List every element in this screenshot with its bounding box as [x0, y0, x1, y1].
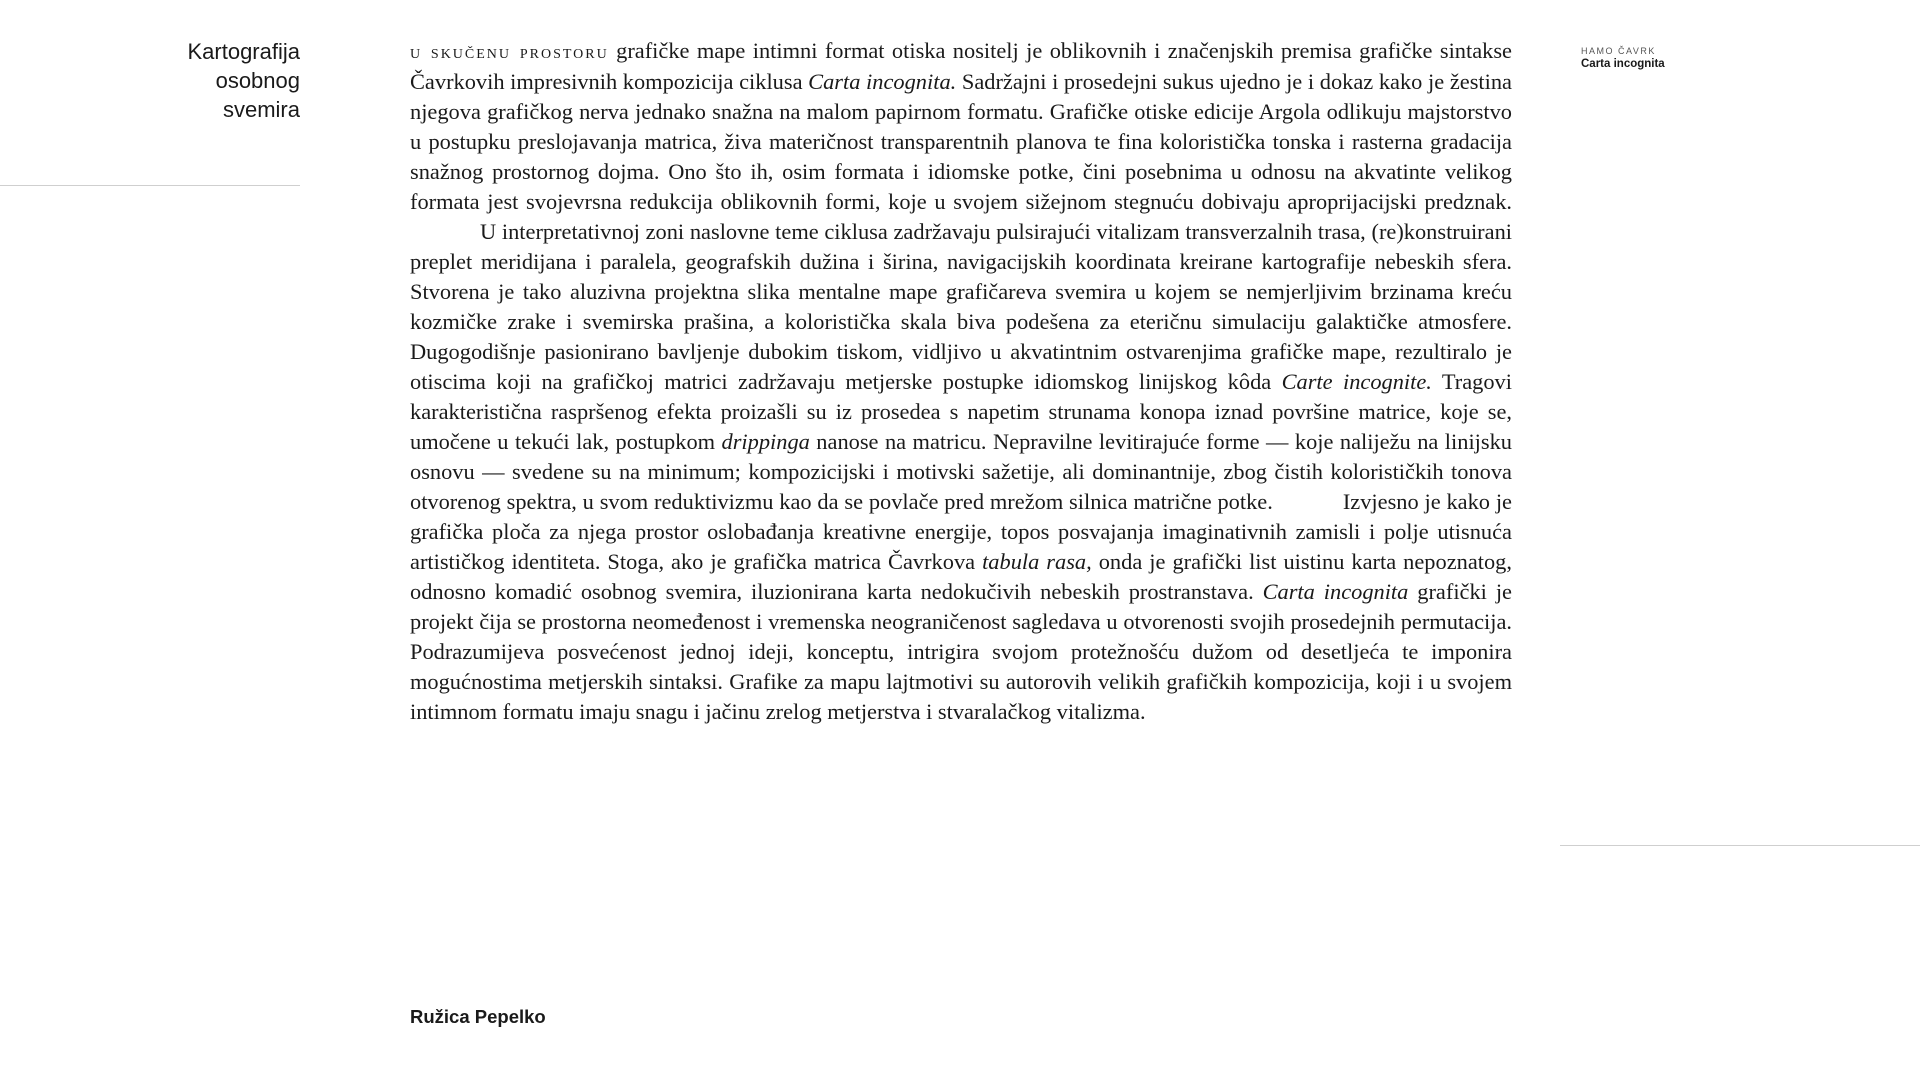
essay-text-6: Izvjesno je kako je grafička ploča za njega prostor oslobađanja kreativne energije, topos posvajanja imaginativnih zamisli i polje utisnuća artističkog identiteta. Stoga, ako je grafička matrica Čavrkova	[410, 489, 1512, 574]
right-divider	[1560, 845, 1920, 846]
running-head	[1581, 45, 1665, 72]
essay-text-2: Sadržajni i prosedejni sukus ujedno je i dokaz kako je žestina njegova grafičkog nerva jednako snažna na malom papirnom formatu. Grafičke otiske edicije Argola odlikuju majstorstvo u postupku preslojavanja matrica, živa materičnost transparentnih planova te fina koloristička tonska i rasterna gradacija snažnog prostornog dojma. Ono što ih, osim formata i idiomske potke, čini posebnima u odnosu na akvatinte velikog formata jest svojevrsna redukcija oblikovnih formi, koje u svojem sižejnom stegnuću dobivaju aproprijacijski predznak.	[410, 69, 1512, 214]
section-title-line-2: osobnog	[215, 68, 300, 93]
essay-text-8: grafički je projekt čija se prostorna neomeđenost i vremenska neograničenost sagledava u otvorenosti svojih prosedejnih permutacija. Podrazumijeva posvećenost jednoj ideji, konceptu, intrigira svojom protežnošću dužom od desetljeća te imponira mogućnostima metjerskih sintaksi. Grafike za mapu lajtmotivi su autorovih velikih grafičkih kompozicija, koji i u svojem intimnom formatu imaju snagu i jačinu zrelog metjerstva i stvaralačkog vitalizma.	[410, 579, 1512, 724]
running-head-author: HAMO ČAVRK	[1581, 46, 1656, 56]
essay-lead-in: u skučenu prostoru	[410, 41, 609, 63]
section-title-line-1: Kartografija	[187, 39, 300, 64]
left-divider	[0, 185, 300, 186]
section-title	[70, 37, 300, 124]
essay-body	[410, 36, 1512, 727]
author-signature: Ružica Pepelko	[410, 1006, 546, 1027]
essay-italic-tabula-rasa: tabula rasa,	[982, 549, 1092, 574]
running-head-work-title: Carta incognita	[1581, 58, 1665, 70]
essay-italic-carta-incognita: Carta incognita.	[808, 69, 957, 94]
essay-text-3: U interpretativnoj zoni naslovne teme ciklusa zadržavaju pulsirajući vitalizam transverzalnih trasa, (re)konstruirani preplet meridijana i paralela, geografskih dužina i širina, navigacijskih koordinata kreirane kartografije nebeskih sfera. Stvorena je tako aluzivna projektna slika mentalne mape grafičareva svemira u kojem se nemjerljivim brzinama kreću kozmičke zrake i svemirska prašina, a koloristička skala biva podešena za eteričnu simulaciju galaktičke atmosfere. Dugogodišnje pasionirano bavljenje dubokim tiskom, vidljivo u akvatintnim ostvarenjima grafičke mape, rezultiralo je otiscima koji na grafičkoj matrici zadržavaju metjerske postupke idiomskog linijskog kôda	[410, 219, 1512, 394]
essay-text-5: nanose na matricu. Nepravilne levitirajuće forme — koje naliježu na linijsku osnovu — svedene su na minimum; kompozicijski i motivski sažetije, ali dominantnije, zbog čistih kolorističkih tonova otvorenog spektra, u svom reduktivizmu kao da se povlače pred mrežom silnica matrične potke.	[410, 429, 1512, 514]
essay-text-7: onda je grafički list uistinu karta nepoznatog, odnosno komadić osobnog svemira, iluzionirana karta nedokučivih nebeskih prostranstava.	[410, 549, 1512, 604]
essay-text-1: grafičke mape intimni format otiska nositelj je oblikovnih i značenjskih premisa grafičke sintakse Čavrkovih impresivnih kompozicija ciklusa	[410, 38, 1513, 94]
essay-italic-carte-incognite: Carte incognite.	[1281, 369, 1432, 394]
essay-italic-drippinga: drippinga	[721, 429, 810, 454]
section-title-line-3: svemira	[222, 97, 300, 122]
essay-italic-carta-incognita-2: Carta incognita	[1262, 579, 1409, 604]
essay-text-4: Tragovi karakteristična raspršenog efekta proizašli su iz prosedea s napetim strunama konopa iznad površine matrice, koje se, umočene u tekući lak, postupkom	[410, 369, 1512, 454]
